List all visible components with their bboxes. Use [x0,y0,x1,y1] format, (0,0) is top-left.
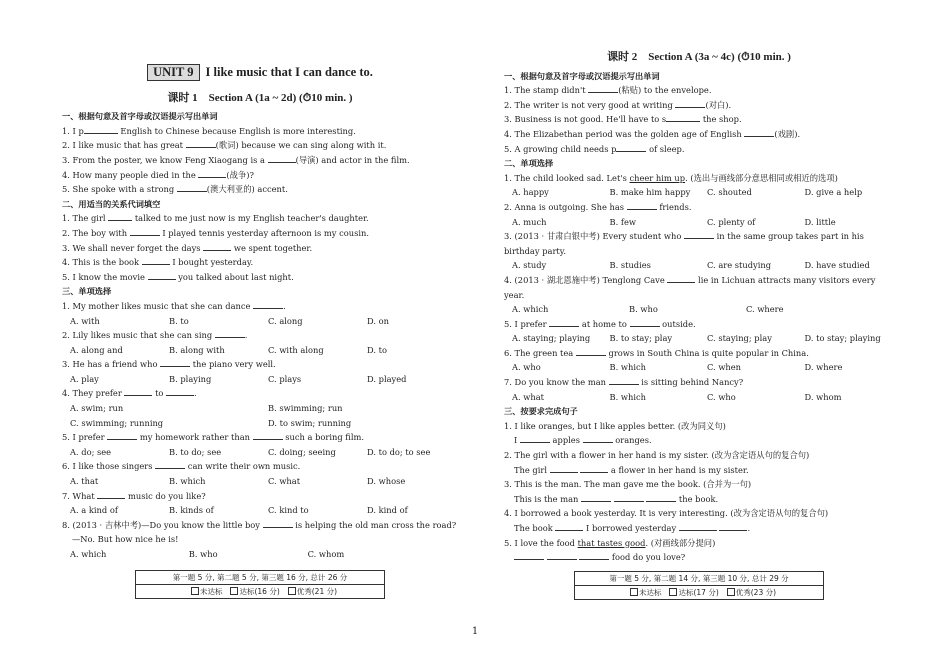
question: 4. I borrowed a book yesterday. It is very interesting. (改为含定语从句的复合句) [504,508,829,519]
option[interactable]: B. which [609,362,646,373]
option[interactable]: A. play [70,373,99,384]
answer-blank[interactable] [97,489,125,499]
option[interactable]: D. whose [367,476,406,487]
options [62,401,458,416]
answer-blank[interactable] [514,550,544,560]
checkbox[interactable] [630,588,638,596]
section-heading: 一、根据句意及首字母或汉语提示写出单词 [504,70,660,81]
option[interactable]: B. make him happy [609,187,691,198]
page-number: 1 [471,626,479,637]
options [504,302,894,317]
lesson-title: 课时 1 Section A (1a ~ 2d) (⏱10 min. ) [167,91,353,104]
answer-blank[interactable] [142,255,170,265]
option[interactable]: B. along with [169,344,225,355]
option[interactable]: C. along [268,315,303,326]
option[interactable]: D. to do; to see [367,446,431,457]
option[interactable]: B. studies [609,260,651,271]
option[interactable]: C. with along [268,344,324,355]
option[interactable]: D. to stay; playing [804,333,881,344]
answer-blank[interactable] [744,127,774,137]
options [62,416,458,431]
options [504,258,894,273]
question: 7. Do you know the man is sitting behind Nancy? [504,377,744,388]
answer-blank[interactable] [675,98,705,108]
options [62,445,458,460]
answer-blank[interactable] [547,550,577,560]
option[interactable]: A. do; see [70,446,112,457]
option[interactable]: A. staying; playing [512,333,591,344]
answer-blank[interactable] [108,211,132,221]
answer-blank[interactable] [646,492,676,502]
question: 4. They prefer to . [62,388,197,399]
option[interactable]: C. who [707,391,736,402]
question: 5. I prefer my homework rather than such a boring film. [62,432,365,443]
left-column [62,60,458,599]
answer-blank[interactable] [555,521,583,531]
answer-blank[interactable] [268,153,296,163]
answer-blank[interactable] [614,492,644,502]
question: 2. I like music that has great (歌词) because we can sing along with it. [62,140,387,151]
score-breakdown: 第一题 5 分, 第二题 14 分, 第三题 10 分, 总计 29 分 [609,573,789,583]
answer-blank[interactable] [253,430,283,440]
option[interactable]: A. along and [70,344,123,355]
question: 7. What music do you like? [62,490,206,501]
question: 4. The Elizabethan period was the golden age of English (戏剧). [504,128,801,139]
question: 5. I prefer at home to outside. [504,318,696,329]
option[interactable]: C. when [707,362,742,373]
option[interactable]: B. to stay; play [609,333,673,344]
option[interactable]: C. staying; play [707,333,772,344]
answer-blank[interactable] [198,168,226,178]
answer-blank[interactable] [684,229,714,239]
option[interactable]: D. give a help [804,187,863,198]
option[interactable]: C. are studying [707,260,772,271]
section-heading: 三、按要求完成句子 [504,406,578,417]
option[interactable]: B. swimming; run [268,403,343,414]
answer-line: —No. But how nice he is! [72,534,179,545]
question: 1. The child looked sad. Let's cheer him up. (选出与画线部分意思相同或相近的选项) [504,172,838,183]
options [62,503,458,518]
option[interactable]: A. with [70,315,100,326]
question: 4. This is the book I bought yesterday. [62,257,254,268]
option[interactable]: D. kind of [367,505,408,516]
question: 2. The boy with I played tennis yesterday afternoon is my cousin. [62,227,369,238]
option[interactable]: C. what [268,476,301,487]
option[interactable]: C. plenty of [707,216,756,227]
options [504,215,894,230]
answer-blank[interactable] [253,299,283,309]
section-heading: 一、根据句意及首字母或汉语提示写出单词 [62,111,218,122]
answer-blank[interactable] [679,521,717,531]
answer-blank[interactable] [215,328,245,338]
unit-badge: UNIT 9 [147,64,199,81]
question: 1. The stamp didn't (粘贴) to the envelope. [504,85,712,96]
answer-blank[interactable] [148,270,176,280]
checkbox[interactable] [288,587,296,595]
answer-blank[interactable] [719,521,747,531]
score-box [135,570,385,599]
option[interactable]: B. to do; see [169,446,222,457]
answer-line: I apples oranges. [514,435,652,446]
question: 5. I love the food that tastes good. (对画线部分提问) [504,537,716,548]
answer-line: food do you love? [504,550,894,565]
unit-title [62,64,458,81]
options [504,360,894,375]
answer-blank[interactable] [576,346,606,356]
question: 3. We shall never forget the days we spent together. [62,242,313,253]
right-column [504,50,894,600]
answer-blank[interactable] [630,317,660,327]
answer-blank[interactable] [627,200,657,210]
option[interactable]: A. much [512,216,547,227]
option[interactable]: B. few [609,216,636,227]
answer-blank[interactable] [166,386,194,396]
question: 4. How many people died in the (战争)? [62,169,254,180]
options [504,185,894,200]
answer-blank[interactable] [130,226,160,236]
question: 5. I know the movie you talked about last night. [62,271,294,282]
score-breakdown: 第一题 5 分, 第二题 5 分, 第三题 16 分, 总计 26 分 [172,572,348,582]
checkbox[interactable] [727,588,735,596]
question: 5. A growing child needs p of sleep. [504,143,685,154]
option[interactable]: D. to swim; running [268,417,352,428]
answer-blank[interactable] [581,492,611,502]
answer-blank[interactable] [177,182,207,192]
question: 2. The writer is not very good at writing (对白). [504,99,732,110]
answer-blank[interactable] [588,83,618,93]
answer-blank[interactable] [84,124,118,134]
answer-blank[interactable] [583,433,613,443]
answer-blank[interactable] [666,112,700,122]
score-levels: 未达标 达标(16 分) 优秀(21 分) [136,584,384,598]
option[interactable]: C. doing; seeing [268,446,336,457]
question: 1. My mother likes music that she can dance . [62,300,286,311]
option[interactable]: A. which [512,304,549,315]
section-heading: 二、单项选择 [504,158,554,169]
option[interactable]: A. which [70,549,107,559]
option[interactable]: B. which [609,391,646,402]
answer-blank[interactable] [186,138,216,148]
option[interactable]: D. to [367,344,387,355]
answer-blank[interactable] [107,430,137,440]
option[interactable]: D. whom [804,391,842,402]
section-heading: 三、单项选择 [62,286,112,297]
question: 1. The girl talked to me just now is my English teacher's daughter. [62,213,369,224]
question: 6. I like those singers can write their own music. [62,461,301,472]
option[interactable]: B. which [169,476,206,487]
options [62,372,458,387]
answer-blank[interactable] [550,463,578,473]
answer-line: The book I borrowed yesterday . [514,523,751,533]
question: 6. The green tea grows in South China is quite popular in China. [504,347,809,358]
options [62,343,458,358]
option[interactable]: D. little [804,216,836,227]
question: 3. This is the man. The man gave me the book. (合并为一句) [504,479,752,490]
answer-blank[interactable] [580,463,608,473]
option[interactable]: B. who [188,549,218,559]
answer-line: This is the man the book. [514,493,719,504]
lesson-title: 课时 2 Section A (3a ~ 4c) (⏱10 min. ) [607,51,791,63]
option[interactable]: A. a kind of [70,505,118,516]
answer-blank[interactable] [579,550,609,560]
score-box [574,571,824,600]
answer-blank[interactable] [549,317,579,327]
options [504,331,894,346]
answer-blank[interactable] [609,375,639,385]
option[interactable]: C. shouted [707,187,752,198]
option[interactable]: B. who [629,304,658,315]
option[interactable]: A. who [512,362,541,373]
question: 3. From the poster, we know Feng Xiaogang is a (导演) and actor in the film. [62,154,410,165]
checkbox[interactable] [230,587,238,595]
answer-blank[interactable] [667,273,695,283]
options [504,390,894,405]
answer-blank[interactable] [520,433,550,443]
option[interactable]: C. where [746,304,784,315]
option[interactable]: D. on [367,315,389,326]
option[interactable]: D. where [804,362,843,373]
option[interactable]: A. what [512,391,544,402]
option[interactable]: C. kind to [268,505,309,516]
option[interactable]: C. whom [307,549,345,559]
options [62,547,458,562]
option[interactable]: D. played [367,373,407,384]
answer-blank[interactable] [124,386,152,396]
question: 2. The girl with a flower in her hand is my sister. (改为含定语从句的复合句) [504,450,810,461]
answer-blank[interactable] [616,142,646,152]
question: 1. I like oranges, but I like apples better. (改为同义句) [504,420,726,431]
option[interactable]: B. kinds of [169,505,214,516]
question: 5. She spoke with a strong (澳大利亚的) accent. [62,184,288,195]
option[interactable]: A. swim; run [70,403,124,414]
option[interactable]: A. happy [512,187,549,198]
option[interactable]: B. to [169,315,189,326]
options [62,474,458,489]
question: 8. (2013 · 吉林中考)—Do you know the little boy is helping the old man cross the road? [62,519,457,530]
unit-title-text: I like music that I can dance to. [205,65,373,79]
option[interactable]: C. plays [268,373,302,384]
score-levels: 未达标 达标(17 分) 优秀(23 分) [575,585,823,599]
question: 2. Lily likes music that she can sing . [62,330,248,341]
option[interactable]: C. swimming; running [70,417,164,428]
answer-blank[interactable] [203,241,231,251]
checkbox[interactable] [191,587,199,595]
answer-blank[interactable] [155,459,185,469]
option[interactable]: B. playing [169,373,212,384]
question: 2. Anna is outgoing. She has friends. [504,201,692,212]
answer-line: The girl a flower in her hand is my sister. [514,464,749,475]
answer-blank[interactable] [263,518,293,528]
option[interactable]: A. that [70,476,99,487]
checkbox[interactable] [669,588,677,596]
option[interactable]: D. have studied [804,260,870,271]
answer-blank[interactable] [160,357,190,367]
section-heading: 二、用适当的关系代词填空 [62,198,161,209]
question: 4. (2013 · 湖北恩施中考) Tenglong Cave lie in Lichuan attracts many visitors every year. [504,274,876,300]
question: 3. Business is not good. He'll have to s the shop. [504,114,742,125]
question: 3. He has a friend who the piano very well. [62,359,276,370]
options [62,314,458,329]
option[interactable]: A. study [512,260,547,271]
question: 1. I p English to Chinese because English is more interesting. [62,125,356,136]
question: 3. (2013 · 甘肃白银中考) Every student who in the same group takes part in his birthday party. [504,231,864,256]
